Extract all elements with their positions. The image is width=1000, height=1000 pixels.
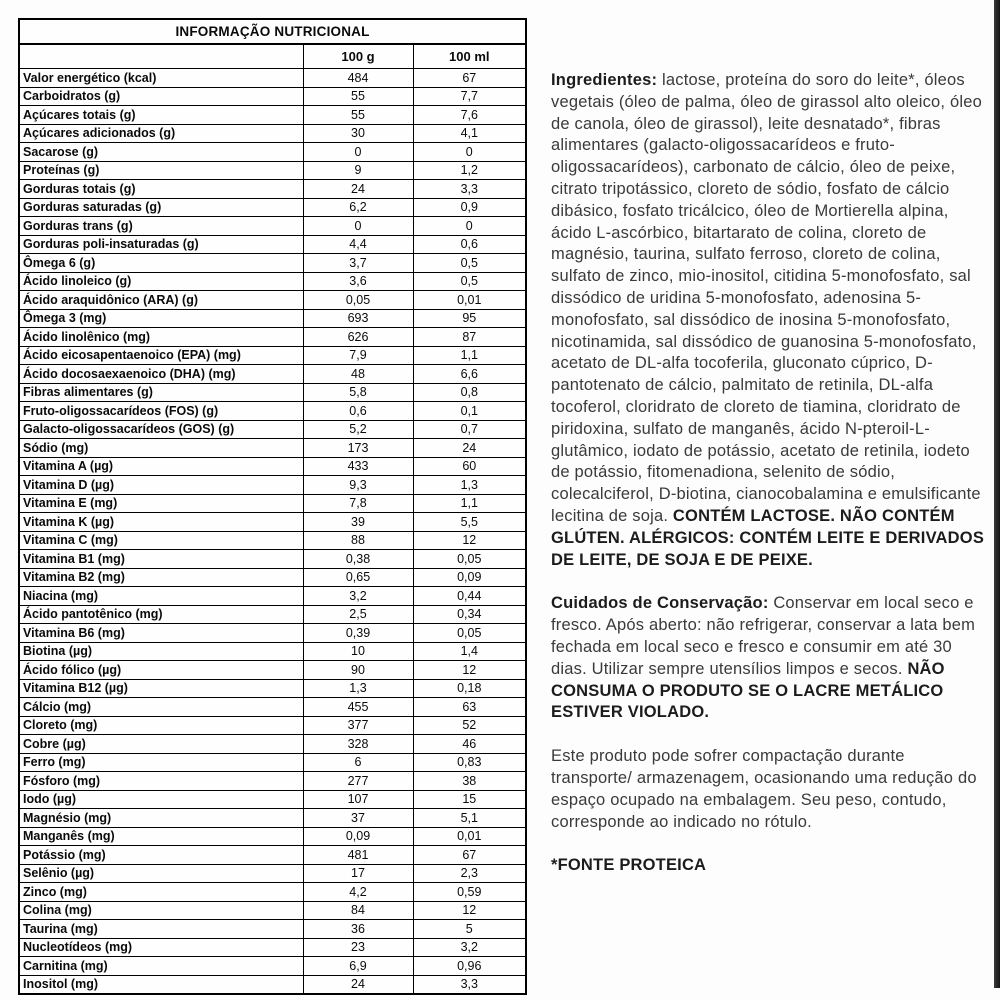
value-per-100ml: 5 <box>413 920 526 939</box>
value-per-100g: 17 <box>303 864 413 883</box>
value-per-100g: 0,65 <box>303 568 413 587</box>
nutrient-label: Carnitina (mg) <box>19 957 303 976</box>
nutrient-label: Cálcio (mg) <box>19 698 303 717</box>
value-per-100ml: 0,18 <box>413 679 526 698</box>
nutrient-label: Sódio (mg) <box>19 439 303 458</box>
value-per-100g: 7,8 <box>303 494 413 513</box>
value-per-100g: 88 <box>303 531 413 550</box>
value-per-100ml: 95 <box>413 309 526 328</box>
nutrient-label: Magnésio (mg) <box>19 809 303 828</box>
value-per-100ml: 0,7 <box>413 420 526 439</box>
value-per-100ml: 3,3 <box>413 180 526 199</box>
table-column-header-row <box>19 44 526 69</box>
value-per-100ml: 1,3 <box>413 476 526 495</box>
value-per-100g: 626 <box>303 328 413 347</box>
value-per-100g: 10 <box>303 642 413 661</box>
value-per-100g: 90 <box>303 661 413 680</box>
table-row <box>19 735 526 754</box>
scan-edge-strip <box>994 0 1000 988</box>
bold-text-segment: NÃO CONSUMA O PRODUTO SE O LACRE METÁLICO ESTIVER VIOLADO. <box>551 659 945 722</box>
nutrient-label: Proteínas (g) <box>19 161 303 180</box>
nutrient-label: Vitamina B12 (µg) <box>19 679 303 698</box>
value-per-100ml: 60 <box>413 457 526 476</box>
value-per-100g: 0 <box>303 217 413 236</box>
value-per-100ml: 24 <box>413 439 526 458</box>
table-row <box>19 439 526 458</box>
table-row <box>19 531 526 550</box>
value-per-100ml: 0,59 <box>413 883 526 902</box>
value-per-100g: 9,3 <box>303 476 413 495</box>
table-row <box>19 420 526 439</box>
table-row <box>19 846 526 865</box>
table-row <box>19 679 526 698</box>
value-per-100ml: 1,1 <box>413 494 526 513</box>
nutrient-label: Zinco (mg) <box>19 883 303 902</box>
nutrient-label: Selênio (µg) <box>19 864 303 883</box>
nutrient-label: Cloreto (mg) <box>19 716 303 735</box>
column-header-100g: 100 g <box>303 44 413 69</box>
nutrient-label: Ácido eicosapentaenoico (EPA) (mg) <box>19 346 303 365</box>
value-per-100g: 0 <box>303 143 413 162</box>
value-per-100ml: 0,05 <box>413 550 526 569</box>
value-per-100ml: 87 <box>413 328 526 347</box>
value-per-100ml: 67 <box>413 846 526 865</box>
nutrient-label: Vitamina C (mg) <box>19 531 303 550</box>
value-per-100ml: 0,01 <box>413 291 526 310</box>
nutrition-table <box>18 18 527 995</box>
nutrient-label: Vitamina B6 (mg) <box>19 624 303 643</box>
nutrient-label: Açúcares adicionados (g) <box>19 124 303 143</box>
regular-text-segment: lactose, proteína do soro do leite*, óleos vegetais (óleo de palma, óleo de girassol alto oleico, óleo de canola, óleo de girassol), leite desnatado*, fibras alimentares (galacto-oligossacarídeos e fruto-oligossacarídeos), carbonato de cálcio, óleo de peixe, citrato tripotássico, cloreto de sódio, fosfato de cálcio dibásico, fosfato tricálcico, óleo de Mortierella alpina, ácido L-ascórbico, bitartarato de colina, cloreto de magnésio, taurina, sulfato ferroso, cloreto de colina, sulfato de zinco, mio-inositol, citidina 5-monofosfato, sal dissódico de uridina 5-monofosfato, adenosina 5-monofosfato, sal dissódico de inosina 5-monofosfato, nicotinamida, sal dissódico de guanosina 5-monofosfato, acetato de DL-alfa tocoferila, gluconato cúprico, D-pantotenato de cálcio, palmitato de retinila, DL-alfa tocoferol, cloridrato de cloreto de tiamina, cloridrato de piridoxina, sulfato de manganês, ácido N-pteroil-L-glutâmico, iodato de potássio, acetato de retinila, iodeto de potássio, fitomenadiona, selenito de sódio, colecalciferol, D-biotina, cianocobalamina e emulsificante lecitina de soja. <box>551 71 982 525</box>
value-per-100g: 5,2 <box>303 420 413 439</box>
table-row <box>19 402 526 421</box>
nutrient-label: Vitamina K (µg) <box>19 513 303 532</box>
value-per-100ml: 3,3 <box>413 975 526 994</box>
value-per-100g: 107 <box>303 790 413 809</box>
nutrient-label: Taurina (mg) <box>19 920 303 939</box>
nutrient-label: Ácido docosaexaenoico (DHA) (mg) <box>19 365 303 384</box>
table-title-row <box>19 19 526 44</box>
table-row <box>19 790 526 809</box>
value-per-100ml: 0,83 <box>413 753 526 772</box>
nutrient-label: Fósforo (mg) <box>19 772 303 791</box>
value-per-100g: 23 <box>303 938 413 957</box>
value-per-100ml: 1,1 <box>413 346 526 365</box>
nutrient-label: Açúcares totais (g) <box>19 106 303 125</box>
table-row <box>19 642 526 661</box>
value-per-100ml: 0,8 <box>413 383 526 402</box>
value-per-100g: 0,09 <box>303 827 413 846</box>
value-per-100g: 328 <box>303 735 413 754</box>
value-per-100ml: 0,96 <box>413 957 526 976</box>
value-per-100g: 7,9 <box>303 346 413 365</box>
value-per-100ml: 0,44 <box>413 587 526 606</box>
value-per-100g: 173 <box>303 439 413 458</box>
empty-header-cell <box>19 44 303 69</box>
nutrient-label: Ácido linoleico (g) <box>19 272 303 291</box>
value-per-100g: 277 <box>303 772 413 791</box>
regular-text-segment: Este produto pode sofrer compactação durante transporte/ armazenagem, ocasionando uma redução do espaço ocupado na embalagem. Seu peso, contudo, corresponde ao indicado no rótulo. <box>551 747 977 831</box>
table-row <box>19 494 526 513</box>
bold-text-segment: CONTÉM LACTOSE. NÃO CONTÉM GLÚTEN. ALÉRGICOS: CONTÉM LEITE E DERIVADOS DE LEITE, DE SOJA E DE PEIXE. <box>551 506 985 569</box>
nutrient-label: Ômega 3 (mg) <box>19 309 303 328</box>
value-per-100ml: 15 <box>413 790 526 809</box>
value-per-100ml: 38 <box>413 772 526 791</box>
value-per-100ml: 7,6 <box>413 106 526 125</box>
nutrient-label: Ácido fólico (µg) <box>19 661 303 680</box>
nutrient-label: Vitamina A (µg) <box>19 457 303 476</box>
table-row <box>19 272 526 291</box>
nutrient-label: Niacina (mg) <box>19 587 303 606</box>
nutrient-label: Ferro (mg) <box>19 753 303 772</box>
value-per-100g: 55 <box>303 87 413 106</box>
table-row <box>19 920 526 939</box>
info-paragraph <box>551 70 988 571</box>
table-row <box>19 605 526 624</box>
table-row <box>19 809 526 828</box>
value-per-100ml: 2,3 <box>413 864 526 883</box>
value-per-100g: 481 <box>303 846 413 865</box>
nutrient-label: Gorduras totais (g) <box>19 180 303 199</box>
value-per-100ml: 12 <box>413 531 526 550</box>
nutrient-label: Vitamina D (µg) <box>19 476 303 495</box>
bold-text-segment: Cuidados de Conservação: <box>551 594 774 613</box>
nutrient-label: Fibras alimentares (g) <box>19 383 303 402</box>
nutrient-label: Gorduras saturadas (g) <box>19 198 303 217</box>
table-row <box>19 346 526 365</box>
nutrition-table-container <box>18 18 525 995</box>
value-per-100ml: 3,2 <box>413 938 526 957</box>
table-row <box>19 661 526 680</box>
nutrient-label: Iodo (µg) <box>19 790 303 809</box>
value-per-100ml: 0,6 <box>413 235 526 254</box>
table-row <box>19 69 526 88</box>
value-per-100g: 6 <box>303 753 413 772</box>
table-row <box>19 550 526 569</box>
nutrient-label: Sacarose (g) <box>19 143 303 162</box>
nutrient-label: Ômega 6 (g) <box>19 254 303 273</box>
table-title: INFORMAÇÃO NUTRICIONAL <box>19 19 526 44</box>
nutrient-label: Galacto-oligossacarídeos (GOS) (g) <box>19 420 303 439</box>
table-row <box>19 217 526 236</box>
table-row <box>19 753 526 772</box>
value-per-100g: 2,5 <box>303 605 413 624</box>
nutrient-label: Vitamina B1 (mg) <box>19 550 303 569</box>
table-row <box>19 568 526 587</box>
value-per-100g: 433 <box>303 457 413 476</box>
value-per-100g: 4,2 <box>303 883 413 902</box>
value-per-100g: 3,7 <box>303 254 413 273</box>
nutrient-label: Colina (mg) <box>19 901 303 920</box>
value-per-100ml: 7,7 <box>413 87 526 106</box>
value-per-100ml: 0,5 <box>413 272 526 291</box>
value-per-100g: 484 <box>303 69 413 88</box>
nutrient-label: Ácido pantotênico (mg) <box>19 605 303 624</box>
bold-text-segment: Ingredientes: <box>551 71 662 89</box>
value-per-100g: 377 <box>303 716 413 735</box>
info-paragraph <box>551 746 988 833</box>
value-per-100g: 39 <box>303 513 413 532</box>
info-panel <box>551 70 988 899</box>
value-per-100ml: 0 <box>413 217 526 236</box>
value-per-100ml: 0 <box>413 143 526 162</box>
value-per-100ml: 0,05 <box>413 624 526 643</box>
value-per-100g: 48 <box>303 365 413 384</box>
table-row <box>19 124 526 143</box>
value-per-100g: 24 <box>303 180 413 199</box>
value-per-100g: 9 <box>303 161 413 180</box>
nutrient-label: Fruto-oligossacarídeos (FOS) (g) <box>19 402 303 421</box>
value-per-100g: 0,05 <box>303 291 413 310</box>
table-row <box>19 901 526 920</box>
nutrient-label: Ácido linolênico (mg) <box>19 328 303 347</box>
table-row <box>19 883 526 902</box>
value-per-100g: 693 <box>303 309 413 328</box>
nutrient-label: Vitamina E (mg) <box>19 494 303 513</box>
table-row <box>19 513 526 532</box>
value-per-100g: 5,8 <box>303 383 413 402</box>
table-row <box>19 716 526 735</box>
value-per-100ml: 1,2 <box>413 161 526 180</box>
value-per-100ml: 6,6 <box>413 365 526 384</box>
info-paragraph <box>551 855 988 877</box>
table-row <box>19 87 526 106</box>
value-per-100g: 84 <box>303 901 413 920</box>
nutrition-table-body <box>19 69 526 995</box>
nutrient-label: Biotina (µg) <box>19 642 303 661</box>
regular-text-segment: Conservar em local seco e fresco. Após aberto: não refrigerar, conservar a lata bem fechada em local seco e fresco e consumir em até 30 dias. Utilizar sempre utensílios limpos e secos. <box>551 594 976 678</box>
table-row <box>19 457 526 476</box>
table-row <box>19 383 526 402</box>
value-per-100g: 37 <box>303 809 413 828</box>
nutrient-label: Gorduras poli-insaturadas (g) <box>19 235 303 254</box>
info-paragraph <box>551 593 988 724</box>
nutrient-label: Gorduras trans (g) <box>19 217 303 236</box>
table-row <box>19 198 526 217</box>
nutrient-label: Potássio (mg) <box>19 846 303 865</box>
value-per-100g: 0,6 <box>303 402 413 421</box>
value-per-100g: 3,6 <box>303 272 413 291</box>
value-per-100ml: 0,01 <box>413 827 526 846</box>
table-row <box>19 938 526 957</box>
value-per-100ml: 12 <box>413 901 526 920</box>
value-per-100g: 24 <box>303 975 413 994</box>
table-row <box>19 254 526 273</box>
value-per-100ml: 67 <box>413 69 526 88</box>
value-per-100ml: 1,4 <box>413 642 526 661</box>
nutrient-label: Carboidratos (g) <box>19 87 303 106</box>
value-per-100g: 0,38 <box>303 550 413 569</box>
value-per-100ml: 46 <box>413 735 526 754</box>
table-row <box>19 624 526 643</box>
value-per-100g: 30 <box>303 124 413 143</box>
value-per-100g: 455 <box>303 698 413 717</box>
column-header-100ml: 100 ml <box>413 44 526 69</box>
table-row <box>19 957 526 976</box>
table-row <box>19 309 526 328</box>
value-per-100g: 6,9 <box>303 957 413 976</box>
value-per-100g: 1,3 <box>303 679 413 698</box>
table-row <box>19 864 526 883</box>
value-per-100g: 55 <box>303 106 413 125</box>
value-per-100ml: 5,5 <box>413 513 526 532</box>
value-per-100ml: 0,5 <box>413 254 526 273</box>
value-per-100ml: 5,1 <box>413 809 526 828</box>
value-per-100g: 0,39 <box>303 624 413 643</box>
nutrient-label: Inositol (mg) <box>19 975 303 994</box>
table-row <box>19 143 526 162</box>
value-per-100ml: 0,9 <box>413 198 526 217</box>
table-row <box>19 587 526 606</box>
value-per-100ml: 52 <box>413 716 526 735</box>
value-per-100ml: 63 <box>413 698 526 717</box>
table-row <box>19 772 526 791</box>
value-per-100g: 36 <box>303 920 413 939</box>
bold-text-segment: *FONTE PROTEICA <box>551 856 707 875</box>
nutrient-label: Vitamina B2 (mg) <box>19 568 303 587</box>
value-per-100g: 4,4 <box>303 235 413 254</box>
value-per-100ml: 0,34 <box>413 605 526 624</box>
nutrient-label: Manganês (mg) <box>19 827 303 846</box>
table-row <box>19 161 526 180</box>
value-per-100ml: 0,09 <box>413 568 526 587</box>
table-row <box>19 698 526 717</box>
value-per-100g: 6,2 <box>303 198 413 217</box>
value-per-100g: 3,2 <box>303 587 413 606</box>
table-row <box>19 827 526 846</box>
value-per-100ml: 0,1 <box>413 402 526 421</box>
value-per-100ml: 12 <box>413 661 526 680</box>
nutrient-label: Nucleotídeos (mg) <box>19 938 303 957</box>
table-row <box>19 235 526 254</box>
table-row <box>19 328 526 347</box>
table-row <box>19 106 526 125</box>
value-per-100ml: 4,1 <box>413 124 526 143</box>
nutrient-label: Ácido araquidônico (ARA) (g) <box>19 291 303 310</box>
nutrient-label: Cobre (µg) <box>19 735 303 754</box>
nutrient-label: Valor energético (kcal) <box>19 69 303 88</box>
table-row <box>19 476 526 495</box>
table-row <box>19 365 526 384</box>
table-row <box>19 180 526 199</box>
table-row <box>19 975 526 994</box>
table-row <box>19 291 526 310</box>
